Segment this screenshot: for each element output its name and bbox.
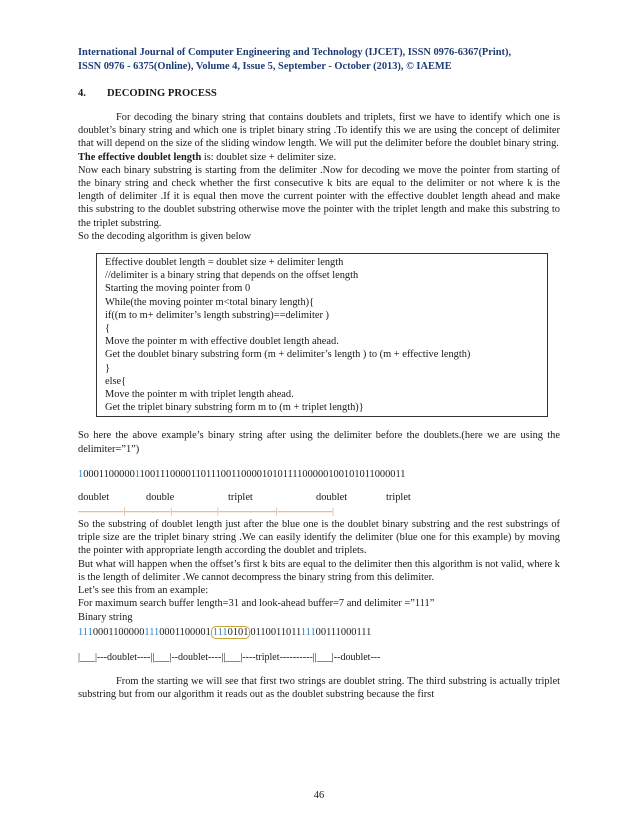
algorithm-line: While(the moving pointer m<total binary length){ — [105, 296, 315, 308]
page-number: 46 — [313, 790, 325, 801]
substring-divider: -------------------|-------------------|-------------------|------------------------|-----------------------| — [78, 506, 334, 517]
paragraph-effective-length — [78, 151, 560, 164]
section-number: 4. — [78, 88, 86, 99]
binary-bits: 1001110000110111001100001010111100000100101011000011 — [139, 468, 406, 480]
delimiter-bits: 111 — [144, 626, 160, 638]
algorithm-line: } — [105, 362, 110, 374]
paragraph-example-lead: Let’s see this from an example: — [78, 585, 209, 597]
algorithm-line: if((m to m+ delimiter’s length substring)==delimiter ) — [105, 309, 330, 321]
paragraph-problem: But what will happen when the offset’s first k bits are equal to the delimiter then this algorithm is not valid, where k is the length of delimiter .We cannot decompress the binary string from this delimiter. — [78, 558, 561, 583]
paragraph-conclusion: From the starting we will see that first two strings are doublet string. The third substring is actually triplet substring but from our algorithm it reads out as the doublet substring because the first — [78, 675, 560, 701]
paragraph-binary-string-label: Binary string — [78, 611, 133, 623]
substring-labels — [78, 492, 560, 506]
section-heading — [78, 88, 560, 99]
binary-bits: 00111000111 — [315, 626, 372, 638]
algorithm-line: Move the pointer m with triplet length ahead. — [105, 389, 294, 401]
paragraph-example-intro: So here the above example’s binary string after using the delimiter before the doublets.(here we are using the delimiter=”1”) — [78, 430, 560, 455]
binary-bits: 0110011011 — [250, 626, 301, 638]
delimiter-bit: 1 — [78, 468, 84, 480]
paragraph-parameters: For maximum search buffer length=31 and look-ahead buffer=7 and delimiter =”111” — [78, 598, 435, 610]
delimiter-bits: 111 — [212, 626, 228, 638]
binary-string-example-1 — [78, 468, 560, 481]
algorithm-box — [96, 253, 548, 417]
algorithm-line: { — [105, 323, 110, 335]
algorithm-line: Get the doublet binary substring form (m + delimiter’s length ) to (m + effective length) — [105, 349, 471, 361]
paragraph-explanation: So the substring of doublet length just after the blue one is the doublet binary substring and the rest substrings of triple size are the triplet binary string .We can easily identify the delimiter (blue one for this example) by moving the pointer with appropriate length according the doublet and triplets. — [78, 519, 560, 557]
paragraph-algorithm-intro: So the decoding algorithm is given below — [78, 230, 252, 242]
substring-label: doublet — [316, 492, 348, 504]
section-title: DECODING PROCESS — [107, 88, 217, 99]
delimiter-bits: 111 — [78, 626, 93, 638]
paragraph-effective-length-rest: is: doublet size + delimiter size. — [201, 151, 337, 163]
highlighted-offset-circle — [211, 626, 251, 639]
algorithm-line: Get the triplet binary substring form m to (m + triplet length)} — [105, 402, 364, 414]
binary-string-example-2 — [78, 626, 560, 639]
substring-label: doublet — [78, 492, 110, 504]
algorithm-line: Move the pointer m with effective doublet length ahead. — [105, 336, 339, 348]
journal-header-line-2: ISSN 0976 - 6375(Online), Volume 4, Issue 5, September - October (2013), © IAEME — [78, 61, 452, 72]
bold-term: The effective doublet length — [78, 151, 202, 163]
algorithm-line: else{ — [105, 375, 127, 387]
journal-header — [78, 46, 560, 74]
paper-page — [78, 46, 560, 701]
substring-label: triplet — [228, 492, 253, 504]
delimiter-bits: 111 — [300, 626, 316, 638]
delimiter-bit: 1 — [134, 468, 140, 480]
algorithm-line: Starting the moving pointer from 0 — [105, 283, 251, 295]
algorithm-line: //delimiter is a binary string that depends on the offset length — [105, 270, 359, 282]
segment-annotation: |___|---doublet----||___|--doublet----||___|----triplet----------||___|--doublet--- — [78, 651, 381, 663]
journal-header-line-1: International Journal of Computer Engineering and Technology (IJCET), ISSN 0976-6367(Print), — [78, 47, 512, 58]
substring-label: double — [146, 492, 175, 504]
binary-bits: 0001100000 — [92, 626, 145, 638]
substring-label: triplet — [386, 492, 411, 504]
paragraph-pointer: Now each binary substring is starting from the delimiter .Now for decoding we move the pointer from starting of the binary string and check whether the first consecutive k bits are equal to the delimiter or not where k is the length of delimiter .If it is equal then move the current pointer with the effective doublet length ahead and make this substring to the doublet substring otherwise move the pointer with the triplet length and make this substring to the triplet substring. — [78, 164, 560, 229]
binary-bits: 0001100001 — [159, 626, 211, 638]
binary-bits: 0101 — [227, 626, 249, 638]
paragraph-intro: For decoding the binary string that contains doublets and triplets, first we have to identify which one is doublet’s binary string and which one is triplet binary string .To identify this we are using the concept of delimiter that will depend on the size of the sliding window length. We will put the delimiter before the doublet binary string. — [78, 112, 560, 150]
binary-bits: 0001100000 — [83, 468, 135, 480]
algorithm-line: Effective doublet length = doublet size + delimiter length — [105, 257, 344, 269]
